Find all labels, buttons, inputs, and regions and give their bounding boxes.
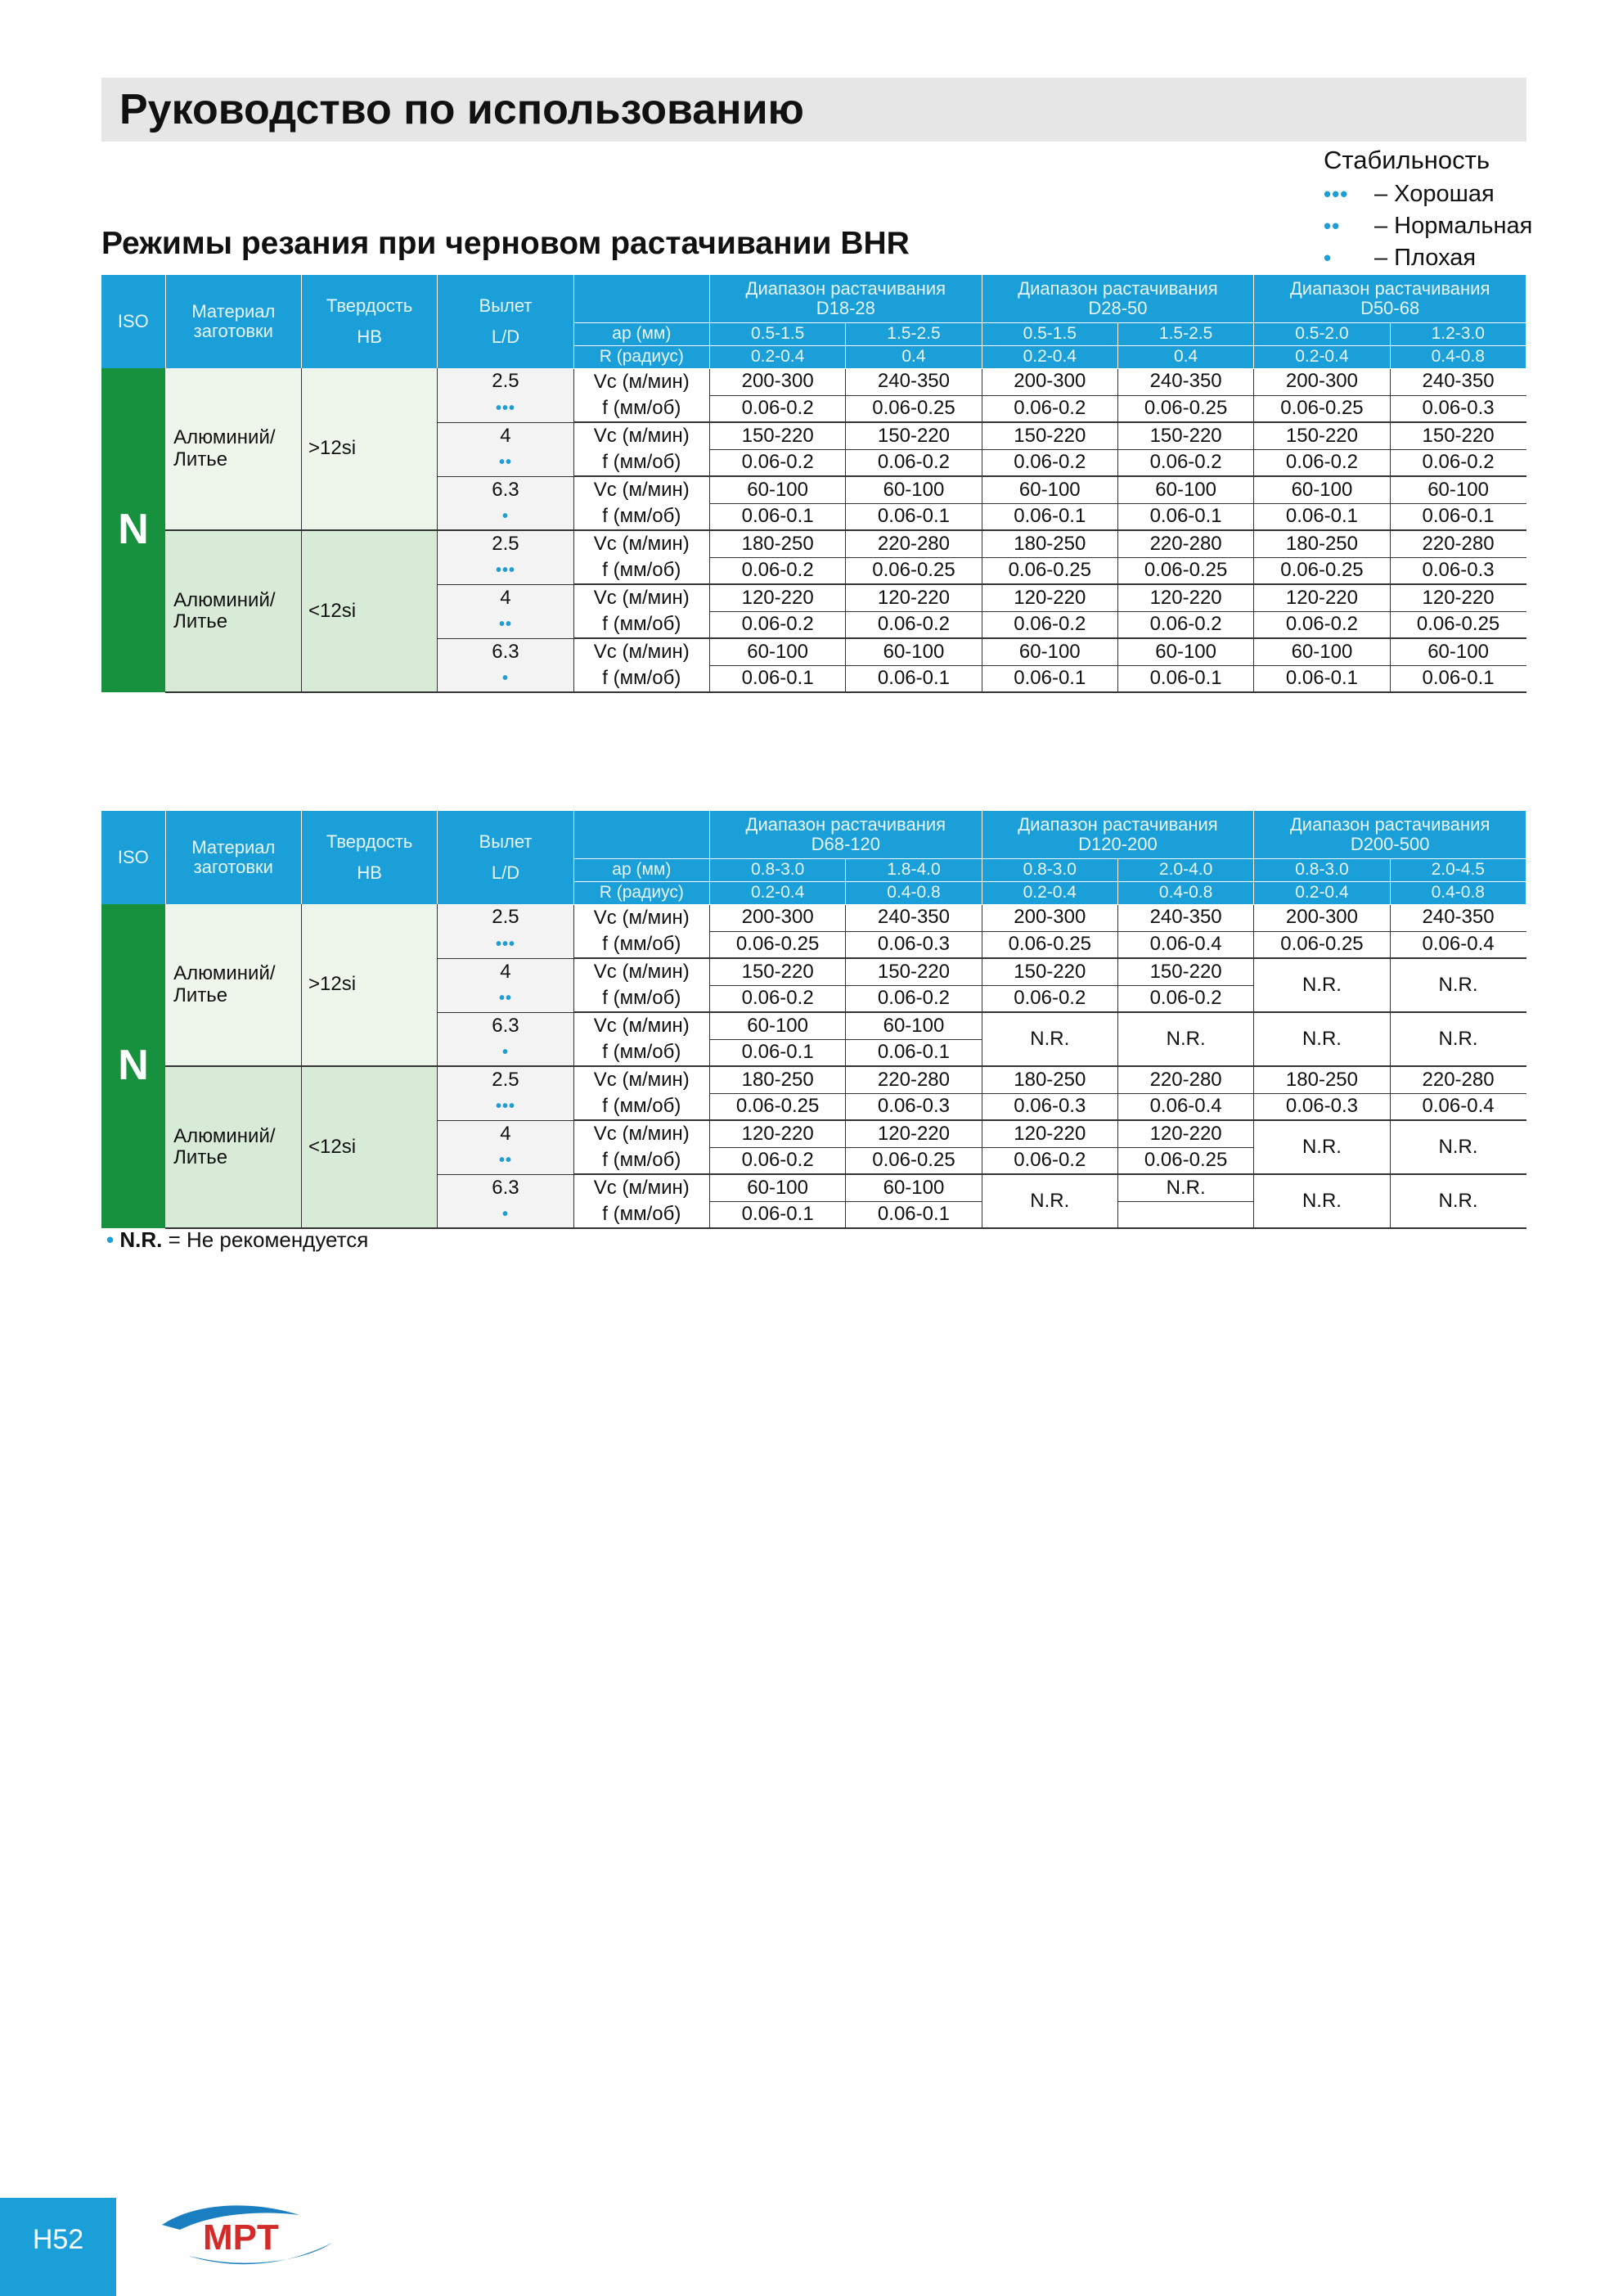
range-label: Диапазон растачивания [1018, 813, 1218, 835]
stability-dots-icon: • [438, 1201, 573, 1228]
table-cell: 60-100 [1390, 638, 1526, 665]
table-cell-nr: N.R. [1254, 1174, 1390, 1228]
table-cell: 0.06-0.25 [1254, 557, 1390, 584]
header-blank [573, 275, 709, 322]
table-cell: 0.06-0.25 [846, 395, 982, 422]
ap-value: 0.8-3.0 [1254, 858, 1390, 881]
table-cell: 0.06-0.25 [1390, 611, 1526, 638]
table-cell: 0.06-0.1 [709, 503, 845, 530]
footnote-text: = Не рекомендуется [162, 1227, 369, 1252]
range-value: D68-120 [811, 833, 880, 854]
legend-label: – Плохая [1374, 245, 1477, 271]
table-cell: 200-300 [709, 904, 845, 931]
table-cell: 120-220 [1117, 584, 1253, 611]
table-cell-nr: N.R. [982, 1012, 1117, 1066]
bullet-icon: • [106, 1227, 115, 1252]
table-cell: 150-220 [846, 422, 982, 449]
table-cell: 240-350 [1390, 368, 1526, 395]
table-cell: 0.06-0.1 [709, 665, 845, 692]
table-cell: 0.06-0.2 [846, 449, 982, 476]
table-cell: 120-220 [846, 584, 982, 611]
table-cell: 150-220 [846, 958, 982, 985]
hardness-cell: <12si [301, 1066, 437, 1228]
table-cell: 200-300 [1254, 368, 1390, 395]
ap-value: 1.5-2.5 [846, 322, 982, 345]
param-f: f (мм/об) [573, 931, 709, 958]
r-value: 0.2-0.4 [982, 881, 1117, 904]
ap-value: 0.8-3.0 [709, 858, 845, 881]
ld-value: 4 [438, 1120, 573, 1147]
r-value: 0.2-0.4 [982, 345, 1117, 368]
param-f: f (мм/об) [573, 1201, 709, 1228]
stability-dots-icon: ••• [438, 395, 573, 422]
r-value: 0.4-0.8 [1390, 881, 1526, 904]
table-cell: 0.06-0.2 [1117, 611, 1253, 638]
ap-value: 0.5-2.0 [1254, 322, 1390, 345]
iso-group-n: N [101, 368, 165, 692]
r-value: 0.4 [1117, 345, 1253, 368]
table-cell: 0.06-0.2 [709, 557, 845, 584]
table-cell: 0.06-0.25 [982, 931, 1117, 958]
ld-value: 4 [438, 958, 573, 985]
table-cell: 150-220 [1117, 958, 1253, 985]
table-cell-nr: N.R. [1390, 958, 1526, 1012]
stability-dots-icon: • [438, 1039, 573, 1066]
ld-value: 4 [438, 422, 573, 449]
table-cell: 60-100 [846, 1012, 982, 1039]
table-cell: 200-300 [982, 368, 1117, 395]
param-vc: Vc (м/мин) [573, 1012, 709, 1039]
stability-dots-icon: •• [438, 449, 573, 476]
header-overhang-line1: Вылет [479, 831, 533, 852]
r-value: 0.2-0.4 [709, 881, 845, 904]
table-cell: 220-280 [1390, 530, 1526, 557]
section-subtitle: Режимы резания при черновом растачивании BHR [101, 226, 910, 261]
table-cell: 0.06-0.25 [846, 1147, 982, 1174]
header-material: Материал заготовки [165, 275, 301, 368]
table-cell: 60-100 [1117, 476, 1253, 503]
stability-dots-icon: • [438, 503, 573, 530]
table-cell: 0.06-0.3 [846, 931, 982, 958]
table-cell-nr: N.R. [1117, 1174, 1253, 1201]
header-iso: ISO [101, 811, 165, 904]
ap-value: 0.5-1.5 [709, 322, 845, 345]
param-vc: Vc (м/мин) [573, 422, 709, 449]
table-cell: 0.06-0.2 [709, 1147, 845, 1174]
header-hardness-line2: HB [357, 326, 382, 347]
table-cell: 60-100 [709, 1174, 845, 1201]
dots-icon: • [1324, 245, 1333, 270]
range-label: Диапазон растачивания [745, 813, 946, 835]
table-cell: 240-350 [1117, 904, 1253, 931]
table-cell: 220-280 [1117, 530, 1253, 557]
table-cell: 0.06-0.2 [982, 449, 1117, 476]
header-blank [573, 811, 709, 858]
header-ap: ap (мм) [573, 858, 709, 881]
table-cell: 120-220 [709, 1120, 845, 1147]
table-cell: 150-220 [1390, 422, 1526, 449]
header-hardness [301, 275, 437, 368]
r-value: 0.4 [846, 345, 982, 368]
table-cell: 120-220 [1254, 584, 1390, 611]
ld-value: 2.5 [438, 904, 573, 931]
table-cell: 220-280 [1390, 1066, 1526, 1093]
hardness-cell: >12si [301, 904, 437, 1066]
range-value: D120-200 [1078, 833, 1158, 854]
ap-value: 1.8-4.0 [846, 858, 982, 881]
table-cell: 0.06-0.2 [1117, 985, 1253, 1012]
stability-dots-icon: ••• [438, 931, 573, 958]
table-cell: 0.06-0.3 [1254, 1093, 1390, 1120]
header-range-2 [982, 275, 1254, 322]
table-cell: 0.06-0.4 [1390, 931, 1526, 958]
mpt-logo [155, 2197, 344, 2274]
table-cell: 0.06-0.2 [709, 985, 845, 1012]
table-cell: 120-220 [982, 1120, 1117, 1147]
ap-value: 0.5-1.5 [982, 322, 1117, 345]
table-cell: 0.06-0.2 [1117, 449, 1253, 476]
table-cell: 120-220 [846, 1120, 982, 1147]
header-overhang-line2: L/D [491, 862, 520, 883]
hardness-cell: <12si [301, 530, 437, 692]
param-vc: Vc (м/мин) [573, 958, 709, 985]
table-cell: 0.06-0.2 [709, 395, 845, 422]
range-value: D18-28 [816, 297, 875, 318]
header-range-1 [709, 811, 982, 858]
iso-group-n: N [101, 904, 165, 1228]
table-cell: 0.06-0.25 [709, 931, 845, 958]
param-f: f (мм/об) [573, 665, 709, 692]
dots-icon: ••• [1324, 182, 1349, 206]
table-cell: 120-220 [709, 584, 845, 611]
header-overhang [438, 811, 573, 904]
r-value: 0.2-0.4 [1254, 345, 1390, 368]
param-f: f (мм/об) [573, 1093, 709, 1120]
table-cell-nr: N.R. [1390, 1012, 1526, 1066]
table-cell-nr: N.R. [1117, 1012, 1253, 1066]
table-cell: 120-220 [982, 584, 1117, 611]
r-value: 0.4-0.8 [1117, 881, 1253, 904]
r-value: 0.4-0.8 [1390, 345, 1526, 368]
table-cell: 0.06-0.25 [1254, 395, 1390, 422]
table-cell: 240-350 [846, 904, 982, 931]
material-cell: Алюминий/ Литье [165, 1066, 301, 1228]
range-label: Диапазон растачивания [1289, 813, 1490, 835]
table-cell: 0.06-0.3 [846, 1093, 982, 1120]
table-cell: 60-100 [982, 476, 1117, 503]
table-cell: 0.06-0.4 [1390, 1093, 1526, 1120]
stability-dots-icon: ••• [438, 557, 573, 584]
header-hardness [301, 811, 437, 904]
header-hardness-line1: Твердость [326, 831, 413, 852]
hardness-cell: >12si [301, 368, 437, 530]
table-cell: 0.06-0.2 [709, 611, 845, 638]
param-f: f (мм/об) [573, 1147, 709, 1174]
range-value: D50-68 [1360, 297, 1420, 318]
r-value: 0.2-0.4 [709, 345, 845, 368]
footnote [106, 1227, 368, 1253]
header-r: R (радиус) [573, 345, 709, 368]
table-cell: 120-220 [1390, 584, 1526, 611]
table-cell: 200-300 [1254, 904, 1390, 931]
range-value: D28-50 [1088, 297, 1148, 318]
header-ap: ap (мм) [573, 322, 709, 345]
table-cell: 0.06-0.1 [1117, 503, 1253, 530]
param-f: f (мм/об) [573, 611, 709, 638]
table-cell: 120-220 [1117, 1120, 1253, 1147]
logo-text: MPT [203, 2217, 279, 2258]
table-cell: 0.06-0.2 [982, 611, 1117, 638]
ld-value: 2.5 [438, 530, 573, 557]
param-f: f (мм/об) [573, 985, 709, 1012]
table-cell: 0.06-0.1 [1254, 665, 1390, 692]
table-cell: 0.06-0.2 [982, 985, 1117, 1012]
stability-dots-icon: ••• [438, 1093, 573, 1120]
table-cell: 150-220 [1254, 422, 1390, 449]
table-cell-nr: N.R. [1254, 1120, 1390, 1174]
legend-label: – Нормальная [1374, 213, 1533, 239]
table-cell: 0.06-0.1 [1390, 665, 1526, 692]
table-cell: 0.06-0.3 [1390, 395, 1526, 422]
table-cell: 0.06-0.2 [1254, 449, 1390, 476]
ap-value: 2.0-4.0 [1117, 858, 1253, 881]
table-cell: 0.06-0.1 [846, 1039, 982, 1066]
ld-value: 2.5 [438, 368, 573, 395]
table-cell: 180-250 [982, 1066, 1117, 1093]
param-f: f (мм/об) [573, 503, 709, 530]
header-hardness-line1: Твердость [326, 295, 413, 316]
table-cell: 60-100 [846, 638, 982, 665]
ld-value: 6.3 [438, 1174, 573, 1201]
table-cell: 60-100 [982, 638, 1117, 665]
header-range-2 [982, 811, 1254, 858]
range-label: Диапазон растачивания [1289, 277, 1490, 299]
table-cell: 60-100 [1117, 638, 1253, 665]
table-cell: 0.06-0.1 [1254, 503, 1390, 530]
param-f: f (мм/об) [573, 395, 709, 422]
table-cell: 60-100 [709, 476, 845, 503]
table-cell: 0.06-0.1 [846, 503, 982, 530]
dots-icon: •• [1324, 214, 1341, 238]
ap-value: 1.2-3.0 [1390, 322, 1526, 345]
param-vc: Vc (м/мин) [573, 530, 709, 557]
ld-value: 6.3 [438, 476, 573, 503]
stability-dots-icon: • [438, 665, 573, 692]
ld-value: 2.5 [438, 1066, 573, 1093]
table-cell: 60-100 [709, 1012, 845, 1039]
table-cell: 0.06-0.25 [709, 1093, 845, 1120]
table-cell: 0.06-0.25 [1254, 931, 1390, 958]
table-cell: 0.06-0.25 [1117, 395, 1253, 422]
param-vc: Vc (м/мин) [573, 1066, 709, 1093]
table-cell: 180-250 [982, 530, 1117, 557]
ld-value: 6.3 [438, 1012, 573, 1039]
legend-item-good [1324, 178, 1532, 210]
header-iso: ISO [101, 275, 165, 368]
footnote-key: N.R. [119, 1227, 163, 1252]
table-cell: 60-100 [846, 1174, 982, 1201]
stability-dots-icon: •• [438, 1147, 573, 1174]
table-cell: 0.06-0.1 [1390, 503, 1526, 530]
table-cell: 0.06-0.1 [982, 503, 1117, 530]
param-vc: Vc (м/мин) [573, 368, 709, 395]
cutting-table-2 [101, 811, 1526, 1229]
table-cell: 240-350 [1117, 368, 1253, 395]
header-material: Материал заготовки [165, 811, 301, 904]
table-cell [1117, 1201, 1253, 1228]
header-overhang [438, 275, 573, 368]
ld-value: 4 [438, 584, 573, 611]
table-cell: 0.06-0.2 [846, 985, 982, 1012]
table-cell: 200-300 [709, 368, 845, 395]
range-value: D200-500 [1350, 833, 1430, 854]
header-range-1 [709, 275, 982, 322]
table-cell-nr: N.R. [1254, 958, 1390, 1012]
header-hardness-line2: HB [357, 862, 382, 883]
table-cell: 60-100 [1390, 476, 1526, 503]
table-cell: 220-280 [846, 1066, 982, 1093]
param-vc: Vc (м/мин) [573, 1120, 709, 1147]
table-cell: 180-250 [709, 1066, 845, 1093]
legend-title: Стабильность [1324, 146, 1490, 174]
header-overhang-line1: Вылет [479, 295, 533, 316]
legend-label: – Хорошая [1374, 181, 1495, 207]
table-cell: 0.06-0.25 [982, 557, 1117, 584]
header-range-3 [1254, 275, 1526, 322]
table-cell: 60-100 [846, 476, 982, 503]
range-label: Диапазон растачивания [745, 277, 946, 299]
table-cell: 0.06-0.1 [846, 1201, 982, 1228]
table-cell: 150-220 [982, 422, 1117, 449]
table-cell-nr: N.R. [982, 1174, 1117, 1228]
material-cell: Алюминий/ Литье [165, 904, 301, 1066]
table-cell: 0.06-0.25 [846, 557, 982, 584]
param-vc: Vc (м/мин) [573, 584, 709, 611]
param-vc: Vc (м/мин) [573, 638, 709, 665]
param-vc: Vc (м/мин) [573, 476, 709, 503]
param-f: f (мм/об) [573, 449, 709, 476]
legend-item-normal [1324, 210, 1532, 242]
table-cell: 150-220 [709, 958, 845, 985]
cutting-table-1 [101, 275, 1526, 693]
r-value: 0.2-0.4 [1254, 881, 1390, 904]
param-vc: Vc (м/мин) [573, 904, 709, 931]
table-cell: 0.06-0.2 [982, 395, 1117, 422]
param-vc: Vc (м/мин) [573, 1174, 709, 1201]
stability-dots-icon: •• [438, 985, 573, 1012]
table-cell: 0.06-0.2 [846, 611, 982, 638]
table-cell: 220-280 [1117, 1066, 1253, 1093]
ap-value: 2.0-4.5 [1390, 858, 1526, 881]
stability-dots-icon: •• [438, 611, 573, 638]
header-overhang-line2: L/D [491, 326, 520, 347]
table-cell: 0.06-0.1 [709, 1039, 845, 1066]
material-cell: Алюминий/ Литье [165, 368, 301, 530]
table-cell: 60-100 [1254, 638, 1390, 665]
r-value: 0.4-0.8 [846, 881, 982, 904]
param-f: f (мм/об) [573, 557, 709, 584]
table-cell: 220-280 [846, 530, 982, 557]
ap-value: 1.5-2.5 [1117, 322, 1253, 345]
table-cell: 240-350 [1390, 904, 1526, 931]
param-f: f (мм/об) [573, 1039, 709, 1066]
table-cell-nr: N.R. [1254, 1012, 1390, 1066]
table-cell: 0.06-0.3 [1390, 557, 1526, 584]
table-cell-nr: N.R. [1390, 1174, 1526, 1228]
table-cell: 0.06-0.1 [1117, 665, 1253, 692]
page-number: H52 [0, 2198, 116, 2296]
table-cell: 180-250 [1254, 1066, 1390, 1093]
table-cell: 150-220 [982, 958, 1117, 985]
table-cell: 180-250 [1254, 530, 1390, 557]
table-cell: 0.06-0.4 [1117, 1093, 1253, 1120]
table-cell: 60-100 [709, 638, 845, 665]
header-r: R (радиус) [573, 881, 709, 904]
stability-legend [1324, 146, 1532, 274]
header-range-3 [1254, 811, 1526, 858]
ap-value: 0.8-3.0 [982, 858, 1117, 881]
table-cell: 0.06-0.25 [1117, 1147, 1253, 1174]
table-cell: 150-220 [1117, 422, 1253, 449]
table-cell: 0.06-0.2 [1254, 611, 1390, 638]
table-cell: 0.06-0.1 [846, 665, 982, 692]
table-cell: 200-300 [982, 904, 1117, 931]
table-cell: 0.06-0.4 [1117, 931, 1253, 958]
table-cell: 0.06-0.25 [1117, 557, 1253, 584]
table-cell: 150-220 [709, 422, 845, 449]
table-cell: 240-350 [846, 368, 982, 395]
table-cell: 0.06-0.2 [982, 1147, 1117, 1174]
table-cell: 0.06-0.2 [1390, 449, 1526, 476]
table-cell: 0.06-0.1 [709, 1201, 845, 1228]
legend-item-poor [1324, 242, 1532, 274]
page-title: Руководство по использованию [101, 78, 1526, 142]
table-cell-nr: N.R. [1390, 1120, 1526, 1174]
table-cell: 0.06-0.1 [982, 665, 1117, 692]
range-label: Диапазон растачивания [1018, 277, 1218, 299]
table-cell: 60-100 [1254, 476, 1390, 503]
table-cell: 0.06-0.3 [982, 1093, 1117, 1120]
ld-value: 6.3 [438, 638, 573, 665]
table-cell: 180-250 [709, 530, 845, 557]
table-cell: 0.06-0.2 [709, 449, 845, 476]
material-cell: Алюминий/ Литье [165, 530, 301, 692]
